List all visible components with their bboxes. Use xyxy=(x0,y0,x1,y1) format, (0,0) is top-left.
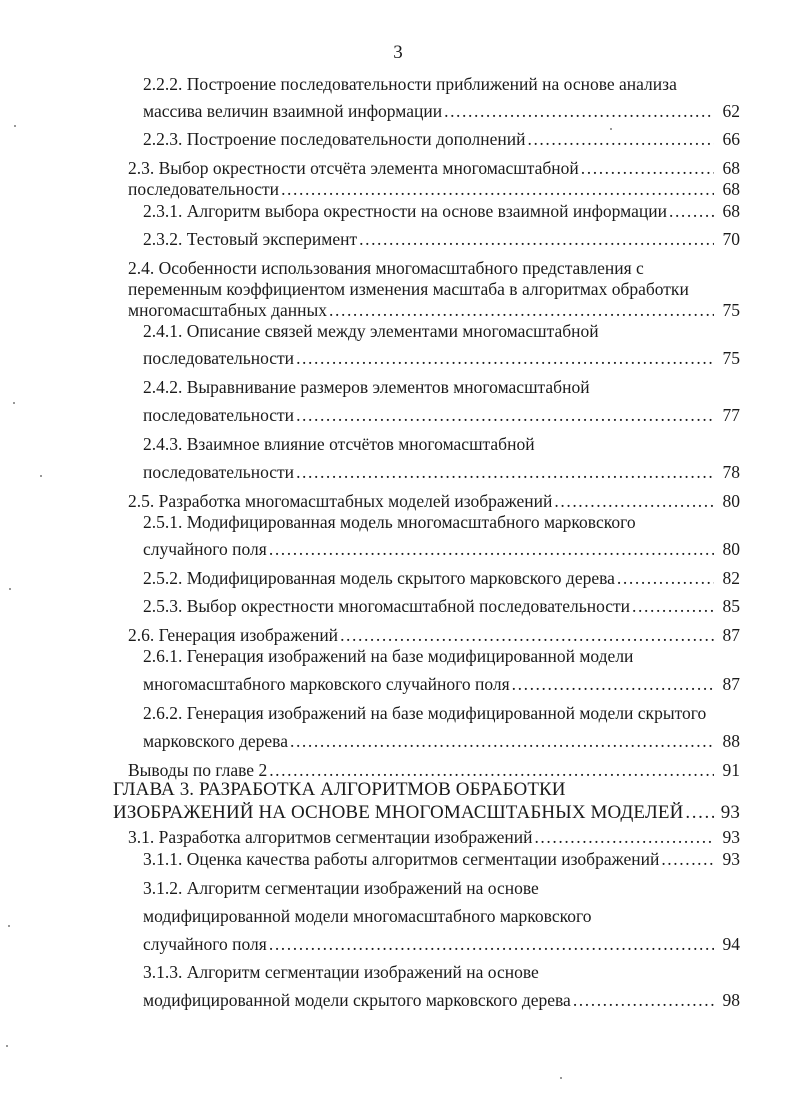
toc-line xyxy=(143,567,740,589)
toc-page-number: 77 xyxy=(722,405,740,425)
toc-line xyxy=(128,278,689,300)
toc-page-number: 94 xyxy=(722,934,740,954)
toc-line xyxy=(128,178,740,200)
toc-page-number: 82 xyxy=(722,568,740,588)
leader-dots xyxy=(296,461,714,483)
toc-line xyxy=(143,877,539,899)
toc-page-number: 75 xyxy=(722,348,740,368)
toc-page-number: 88 xyxy=(722,731,740,751)
toc-line xyxy=(143,228,740,250)
toc-line xyxy=(128,299,740,321)
leader-dots xyxy=(340,624,714,646)
toc-page-number: 68 xyxy=(722,201,740,221)
toc-line xyxy=(143,128,740,150)
toc-line-text: многомасштабных данных xyxy=(128,300,328,320)
toc-line xyxy=(143,433,535,455)
leader-dots xyxy=(512,673,714,695)
toc-page-number: 68 xyxy=(722,179,740,199)
toc-line-text: последовательности xyxy=(128,179,280,199)
leader-dots xyxy=(296,404,714,426)
toc-line xyxy=(143,461,740,483)
toc-chapter-line xyxy=(113,802,740,824)
toc-line-text: 2.4.3. Взаимное влияние отсчётов многомасштабной xyxy=(143,434,535,454)
toc-line-text: 2.5.1. Модифицированная модель многомасштабного марковского xyxy=(143,512,636,532)
toc-line-text: 2.5.3. Выбор окрестности многомасштабной последовательности xyxy=(143,596,631,616)
toc-line xyxy=(143,702,706,724)
toc-page-number: 62 xyxy=(722,101,740,121)
leader-dots xyxy=(669,200,714,222)
toc-line-text: модифицированной модели многомасштабного марковского xyxy=(143,906,592,926)
toc-page-number: 78 xyxy=(722,462,740,482)
toc-line-text: переменным коэффициентом изменения масштаба в алгоритмах обработки xyxy=(128,279,689,299)
scan-speck xyxy=(610,128,612,130)
toc-line xyxy=(143,538,740,560)
toc-line-text: последовательности xyxy=(143,462,295,482)
leader-dots xyxy=(329,299,714,321)
toc-line xyxy=(143,200,740,222)
toc-line-text: Выводы по главе 2 xyxy=(128,760,268,780)
toc-line xyxy=(143,730,740,752)
leader-dots xyxy=(359,228,714,250)
toc-line-text: 3.1.3. Алгоритм сегментации изображений на основе xyxy=(143,962,539,982)
toc-line xyxy=(143,961,539,983)
toc-page-number: 85 xyxy=(722,596,740,616)
toc-line xyxy=(143,673,740,695)
toc-line xyxy=(128,624,740,646)
toc-line-text: 3.1.2. Алгоритм сегментации изображений на основе xyxy=(143,878,539,898)
toc-page-number: 80 xyxy=(722,491,740,511)
toc-line-text: 2.4.1. Описание связей между элементами многомасштабной xyxy=(143,321,599,341)
toc-page-number: 66 xyxy=(722,129,740,149)
toc-line xyxy=(143,933,740,955)
toc-line xyxy=(143,905,591,927)
toc-line xyxy=(143,989,740,1011)
leader-dots xyxy=(296,347,714,369)
leader-dots xyxy=(573,989,714,1011)
toc-line xyxy=(128,759,740,781)
toc-page-number: 93 xyxy=(722,849,740,869)
toc-line xyxy=(143,73,740,95)
toc-line xyxy=(128,157,740,179)
scan-speck xyxy=(14,125,16,127)
toc-line xyxy=(143,511,636,533)
leader-dots xyxy=(269,538,714,560)
scan-speck xyxy=(9,588,11,590)
toc-line xyxy=(128,490,740,512)
toc-line xyxy=(128,826,740,848)
leader-dots xyxy=(290,730,714,752)
leader-dots xyxy=(534,826,714,848)
leader-dots xyxy=(661,848,714,870)
toc-line-text: последовательности xyxy=(143,405,295,425)
toc-line-text: случайного поля xyxy=(143,934,267,954)
leader-dots xyxy=(617,567,714,589)
toc-page-number: 93 xyxy=(720,802,740,823)
toc-page-number: 70 xyxy=(722,229,740,249)
toc-page-number: 68 xyxy=(722,158,740,178)
toc-line-text: массива величин взаимной информации xyxy=(143,101,443,121)
toc-page-number: 93 xyxy=(722,827,740,847)
toc-line-text: 3.1. Разработка алгоритмов сегментации изображений xyxy=(128,827,533,847)
toc-line-text: 2.5. Разработка многомасштабных моделей изображений xyxy=(128,491,553,511)
toc-line xyxy=(143,376,590,398)
toc-line-text: 2.6.1. Генерация изображений на базе модифицированной модели xyxy=(143,646,634,666)
toc-line-text: 2.5.2. Модифицированная модель скрытого марковского дерева xyxy=(143,568,615,588)
toc-line-text: ИЗОБРАЖЕНИЙ НА ОСНОВЕ МНОГОМАСШТАБНЫХ МОДЕЛЕЙ xyxy=(113,802,684,823)
toc-line-text: 2.3. Выбор окрестности отсчёта элемента многомасштабной xyxy=(128,158,579,178)
toc-line-text: случайного поля xyxy=(143,539,267,559)
toc-line xyxy=(143,320,599,342)
toc-line-text: 2.3.2. Тестовый эксперимент xyxy=(143,229,358,249)
leader-dots xyxy=(281,178,714,200)
scan-speck xyxy=(13,402,15,404)
toc-chapter-line xyxy=(113,779,566,801)
toc-line-text: модифицированной модели скрытого марковского дерева xyxy=(143,990,571,1010)
leader-dots xyxy=(269,933,714,955)
leader-dots xyxy=(269,759,714,781)
toc-line xyxy=(143,595,740,617)
toc-line xyxy=(128,257,644,279)
toc-line-text: 3.1.1. Оценка качества работы алгоритмов сегментации изображений xyxy=(143,849,660,869)
scan-speck xyxy=(40,475,42,477)
leader-dots xyxy=(444,100,714,122)
toc-line-text: 2.2.3. Построение последовательности дополнений xyxy=(143,129,526,149)
toc-line-text: многомасштабного марковского случайного поля xyxy=(143,674,510,694)
toc-line-text: 2.6. Генерация изображений xyxy=(128,625,339,645)
toc-line-text: 2.2.2. Построение последовательности приближений на основе анализа xyxy=(143,74,677,94)
toc-line xyxy=(143,404,740,426)
toc-line xyxy=(143,347,740,369)
toc-line-text: 2.4.2. Выравнивание размеров элементов многомасштабной xyxy=(143,377,590,397)
toc-line xyxy=(143,100,740,122)
scan-speck xyxy=(6,1045,8,1047)
toc-page-number: 98 xyxy=(722,990,740,1010)
toc-line xyxy=(143,645,633,667)
leader-dots xyxy=(581,157,714,179)
leader-dots xyxy=(527,128,714,150)
toc-line-text: 2.4. Особенности использования многомасштабного представления с xyxy=(128,258,644,278)
toc-page-number: 75 xyxy=(722,300,740,320)
scan-speck xyxy=(560,1077,562,1079)
toc-line-text: последовательности xyxy=(143,348,295,368)
toc-line-text: марковского дерева xyxy=(143,731,288,751)
leader-dots xyxy=(632,595,714,617)
toc-line-text: ГЛАВА 3. РАЗРАБОТКА АЛГОРИТМОВ ОБРАБОТКИ xyxy=(113,779,566,800)
scan-speck xyxy=(8,925,10,927)
toc-line-text: 2.6.2. Генерация изображений на базе модифицированной модели скрытого xyxy=(143,703,707,723)
page-number: 3 xyxy=(393,42,403,63)
toc-line-text: 2.3.1. Алгоритм выбора окрестности на основе взаимной информации xyxy=(143,201,667,221)
toc-page-number: 87 xyxy=(722,674,740,694)
toc-line xyxy=(143,848,740,870)
toc-page-number: 80 xyxy=(722,539,740,559)
toc-page-number: 91 xyxy=(722,760,740,780)
leader-dots xyxy=(554,490,714,512)
leader-dots xyxy=(685,802,714,824)
toc-page-number: 87 xyxy=(722,625,740,645)
